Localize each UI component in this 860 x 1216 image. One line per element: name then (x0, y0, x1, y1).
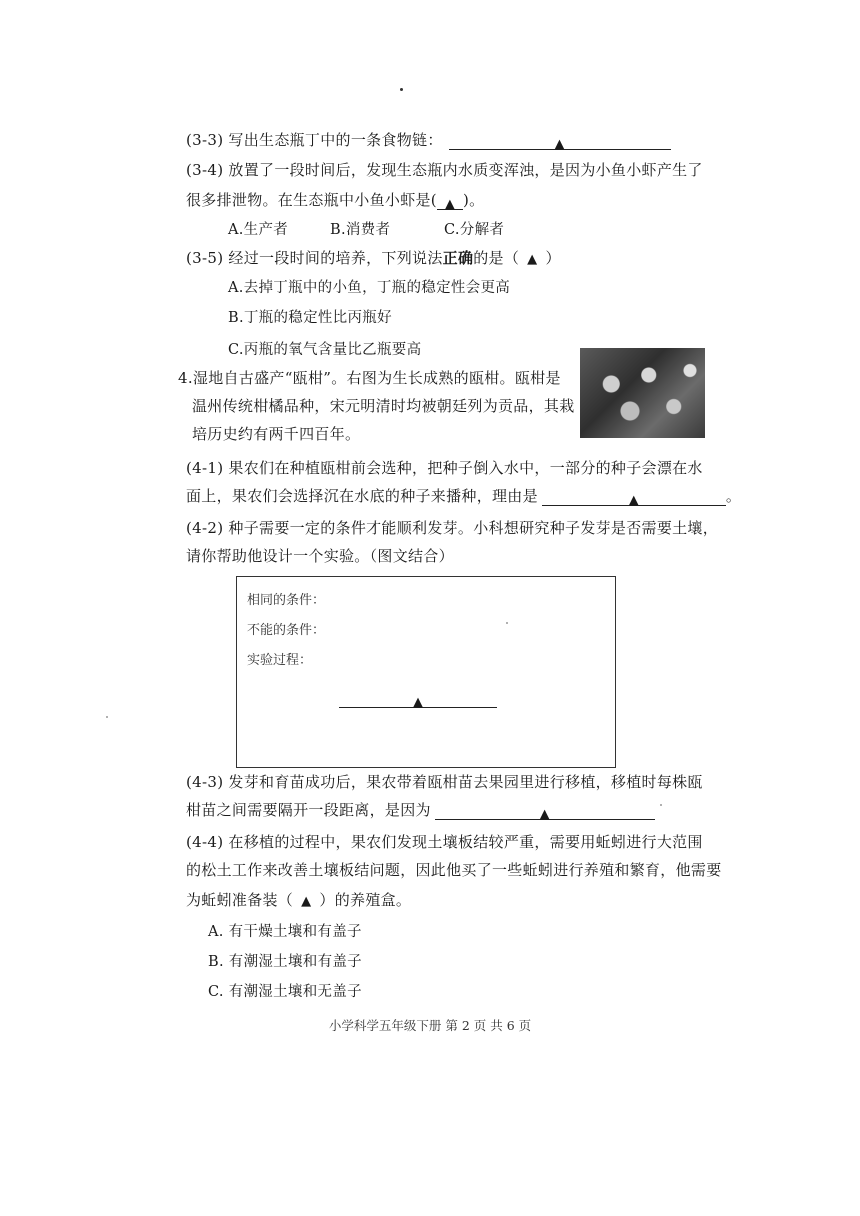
question-3-4-line1: (3-4) 放置了一段时间后，发现生态瓶内水质变浑浊，是因为小鱼小虾产生了 (186, 161, 703, 179)
question-4-4-end: ）的养殖盒。 (319, 891, 412, 909)
scan-speck (660, 804, 662, 806)
question-3-5-text: (3-5) 经过一段时间的培养，下列说法 (186, 249, 443, 267)
question-3-5-end: ） (545, 249, 561, 267)
question-3-5 (186, 248, 561, 268)
question-4-4-line2: 的松土工作来改善土壤板结问题，因此他买了一些蚯蚓进行养殖和繁育，他需要 (186, 861, 722, 879)
different-condition-label: 不能的条件： (247, 623, 326, 638)
answer-blank[interactable] (339, 691, 497, 708)
option-a[interactable]: A.去掉丁瓶中的小鱼，丁瓶的稳定性会更高 (228, 280, 511, 296)
triangle-icon[interactable]: ▲ (527, 252, 538, 267)
citrus-photo (580, 348, 705, 438)
option-c[interactable]: C. 有潮湿土壤和无盖子 (208, 984, 362, 1000)
question-4-line2: 温州传统柑橘品种，宋元明清时均被朝廷列为贡品，其栽 (192, 397, 575, 415)
question-3-4-text: 很多排泄物。在生态瓶中小鱼小虾是( (186, 191, 437, 209)
option-b[interactable]: B. 有潮湿土壤和有盖子 (208, 954, 362, 970)
question-4-1-line1: (4-1) 果农们在种植瓯柑前会选种，把种子倒入水中，一部分的种子会漂在水 (186, 459, 703, 477)
question-4-3-line1: (4-3) 发芽和育苗成功后，果农带着瓯柑苗去果园里进行移植，移植时每株瓯 (186, 773, 703, 791)
question-3-3 (186, 130, 671, 150)
triangle-icon: ▲ (628, 493, 640, 508)
triangle-icon: ▲ (413, 695, 423, 710)
question-4-4-line1: (4-4) 在移植的过程中，果农们发现土壤板结较严重，需要用蚯蚓进行大范围 (186, 833, 703, 851)
question-4-3-text: 柑苗之间需要隔开一段距离，是因为 (186, 801, 431, 819)
scan-dot (400, 88, 403, 91)
same-conditions-label: 相同的条件： (247, 593, 326, 608)
option-c[interactable]: C.丙瓶的氧气含量比乙瓶要高 (228, 342, 422, 358)
answer-blank[interactable] (449, 133, 671, 150)
question-3-4-line2 (186, 190, 484, 210)
scan-speck (506, 622, 508, 624)
question-4-2-line2: 请你帮助他设计一个实验。（图文结合） (186, 547, 454, 565)
question-4-2-line1: (4-2) 种子需要一定的条件才能顺利发芽。小科想研究种子发芽是否需要土壤， (186, 519, 719, 537)
option-c[interactable]: C.分解者 (444, 222, 505, 238)
option-b[interactable]: B.丁瓶的稳定性比丙瓶好 (228, 310, 392, 326)
option-a[interactable]: A. 有干燥土壤和有盖子 (208, 924, 362, 940)
question-4-4-line3 (186, 890, 411, 910)
question-4-line1: 4.湿地自古盛产“瓯柑”。右图为生长成熟的瓯柑。瓯柑是 (178, 369, 561, 387)
process-label: 实验过程： (247, 653, 313, 668)
question-4-1-end: 。 (725, 487, 742, 505)
triangle-icon[interactable]: ▲ (301, 894, 312, 909)
question-4-1-text: 面上，果农们会选择沉在水底的种子来播种，理由是 (186, 487, 538, 505)
triangle-icon: ▲ (554, 137, 565, 152)
option-b[interactable]: B.消费者 (330, 222, 391, 238)
triangle-icon: ▲ (539, 807, 550, 822)
scan-speck (106, 716, 108, 718)
question-4-3-line2 (186, 800, 655, 820)
emphasis-correct: 正确 (442, 249, 474, 267)
question-4-line3: 培历史约有两千四百年。 (192, 425, 361, 443)
question-4-1-line2 (186, 486, 741, 506)
answer-blank[interactable] (435, 803, 655, 820)
answer-blank[interactable] (437, 193, 463, 210)
answer-blank[interactable] (542, 489, 726, 506)
triangle-icon: ▲ (444, 197, 456, 212)
question-4-4-text: 为蚯蚓准备装（ (186, 891, 294, 909)
question-3-4-end: )。 (462, 191, 485, 209)
question-3-3-text: (3-3) 写出生态瓶丁中的一条食物链： (186, 131, 443, 149)
experiment-design-box[interactable] (236, 576, 616, 768)
page-footer: 小学科学五年级下册 第 2 页 共 6 页 (328, 1018, 532, 1033)
question-3-5-post: 的是（ (473, 249, 520, 267)
option-a[interactable]: A.生产者 (228, 222, 289, 238)
